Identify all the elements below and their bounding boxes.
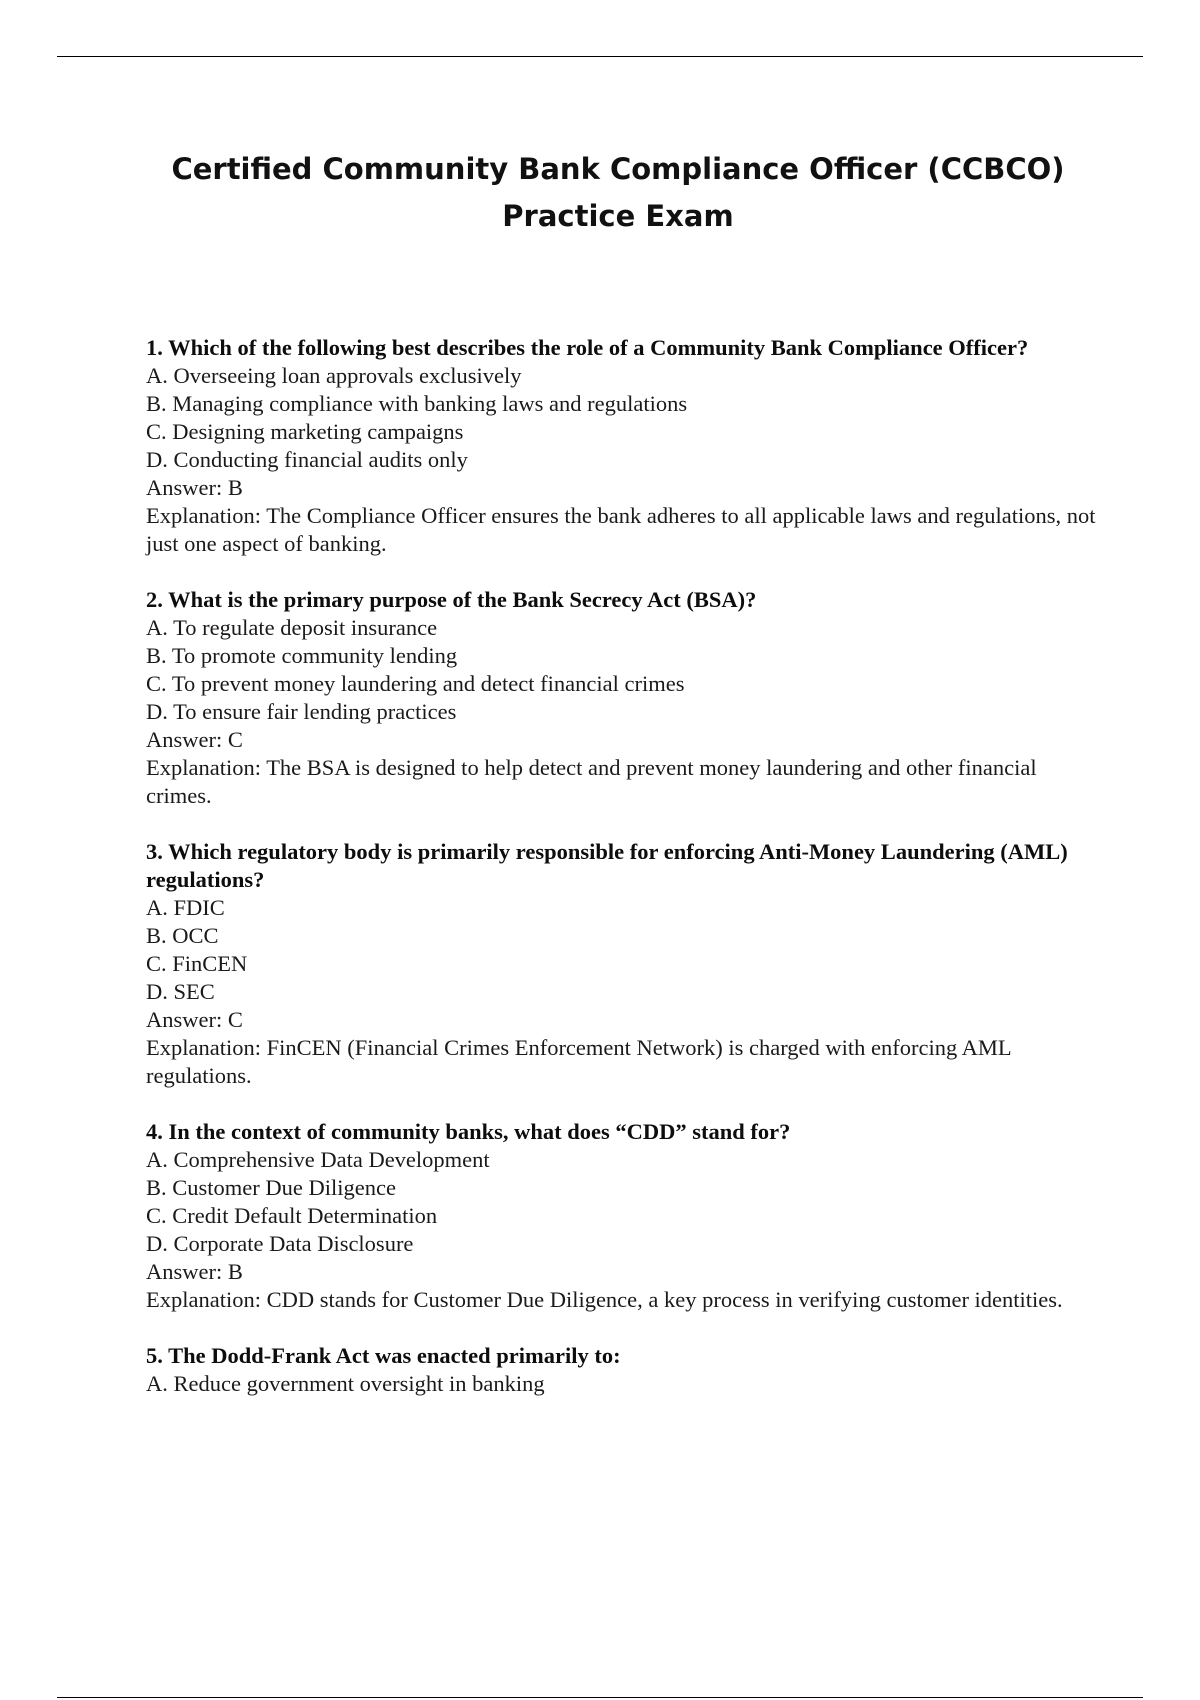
question-4 xyxy=(146,1118,1106,1314)
question-text: 4. In the context of community banks, what does “CDD” stand for? xyxy=(146,1119,791,1144)
option-a: A. Overseeing loan approvals exclusively xyxy=(146,363,522,388)
answer: Answer: C xyxy=(146,1007,243,1032)
option-b: B. Customer Due Diligence xyxy=(146,1175,396,1200)
option-a: A. Comprehensive Data Development xyxy=(146,1147,490,1172)
answer: Answer: B xyxy=(146,475,243,500)
question-5 xyxy=(146,1342,1106,1398)
question-3 xyxy=(146,838,1106,1090)
option-c: C. Designing marketing campaigns xyxy=(146,419,464,444)
top-rule xyxy=(57,56,1143,57)
option-d: D. SEC xyxy=(146,979,215,1004)
option-b: B. To promote community lending xyxy=(146,643,458,668)
option-d: D. To ensure fair lending practices xyxy=(146,699,457,724)
question-text: 3. Which regulatory body is primarily responsible for enforcing Anti-Money Laundering (AML) regulations? xyxy=(146,839,1068,892)
title-line-2: Practice Exam xyxy=(502,199,734,233)
title-line-1: Certified Community Bank Compliance Officer (CCBCO) xyxy=(171,152,1065,186)
question-text: 1. Which of the following best describes the role of a Community Bank Compliance Officer? xyxy=(146,335,1029,360)
explanation: Explanation: The Compliance Officer ensures the bank adheres to all applicable laws and regulations, not just one aspect of banking. xyxy=(146,503,1096,556)
option-a: A. To regulate deposit insurance xyxy=(146,615,438,640)
bottom-rule xyxy=(57,1697,1143,1698)
option-a: A. Reduce government oversight in banking xyxy=(146,1371,545,1396)
option-b: B. Managing compliance with banking laws and regulations xyxy=(146,391,688,416)
question-text: 2. What is the primary purpose of the Bank Secrecy Act (BSA)? xyxy=(146,587,757,612)
answer: Answer: C xyxy=(146,727,243,752)
explanation: Explanation: FinCEN (Financial Crimes Enforcement Network) is charged with enforcing AML regulations. xyxy=(146,1035,1011,1088)
question-text: 5. The Dodd-Frank Act was enacted primarily to: xyxy=(146,1343,621,1368)
question-2 xyxy=(146,586,1106,810)
explanation: Explanation: CDD stands for Customer Due Diligence, a key process in verifying customer identities. xyxy=(146,1287,1063,1312)
option-a: A. FDIC xyxy=(146,895,225,920)
option-d: D. Corporate Data Disclosure xyxy=(146,1231,414,1256)
option-c: C. Credit Default Determination xyxy=(146,1203,438,1228)
option-c: C. To prevent money laundering and detect financial crimes xyxy=(146,671,685,696)
answer: Answer: B xyxy=(146,1259,243,1284)
document-title xyxy=(0,146,1200,240)
option-d: D. Conducting financial audits only xyxy=(146,447,468,472)
explanation: Explanation: The BSA is designed to help detect and prevent money laundering and other financial crimes. xyxy=(146,755,1037,808)
question-1 xyxy=(146,334,1106,558)
question-list xyxy=(146,334,1106,1426)
option-c: C. FinCEN xyxy=(146,951,248,976)
option-b: B. OCC xyxy=(146,923,219,948)
